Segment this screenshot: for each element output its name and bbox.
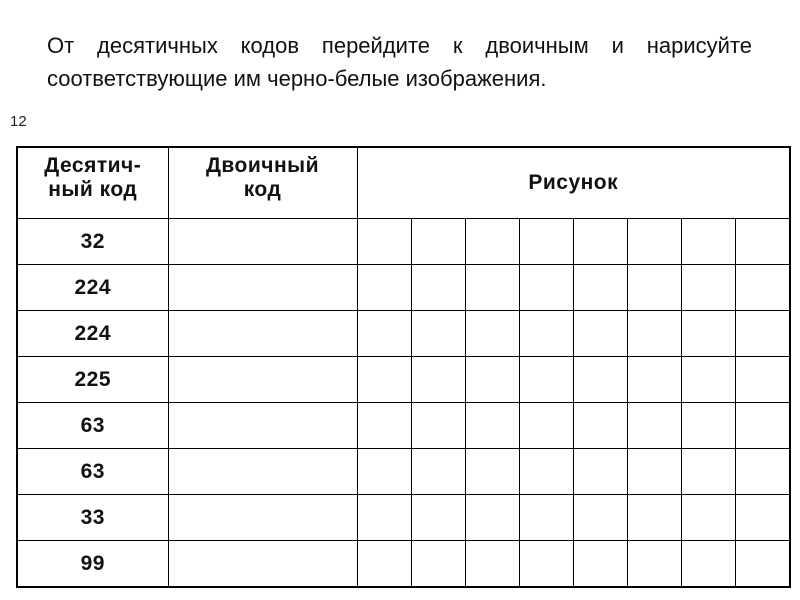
picture-pixel-cell[interactable] — [357, 495, 411, 541]
picture-pixel-cell[interactable] — [411, 495, 465, 541]
binary-code-cell[interactable] — [168, 541, 357, 588]
picture-pixel-cell[interactable] — [735, 357, 790, 403]
picture-pixel-cell[interactable] — [681, 495, 735, 541]
picture-header: Рисунок — [357, 147, 790, 219]
picture-pixel-cell[interactable] — [681, 219, 735, 265]
picture-pixel-cell[interactable] — [411, 357, 465, 403]
picture-pixel-cell[interactable] — [573, 219, 627, 265]
picture-pixel-cell[interactable] — [735, 265, 790, 311]
picture-pixel-cell[interactable] — [519, 449, 573, 495]
decimal-code-cell: 224 — [17, 265, 168, 311]
picture-pixel-cell[interactable] — [735, 449, 790, 495]
picture-pixel-cell[interactable] — [465, 219, 519, 265]
picture-pixel-cell[interactable] — [735, 311, 790, 357]
picture-pixel-cell[interactable] — [681, 265, 735, 311]
table-row — [17, 541, 790, 588]
table-row — [17, 495, 790, 541]
picture-pixel-cell[interactable] — [411, 541, 465, 588]
picture-pixel-cell[interactable] — [465, 403, 519, 449]
binary-code-cell[interactable] — [168, 449, 357, 495]
binary-header-line1: Двоичный — [205, 154, 320, 177]
picture-pixel-cell[interactable] — [519, 311, 573, 357]
picture-pixel-cell[interactable] — [573, 265, 627, 311]
picture-pixel-cell[interactable] — [357, 265, 411, 311]
picture-pixel-cell[interactable] — [573, 541, 627, 588]
picture-pixel-cell[interactable] — [411, 449, 465, 495]
binary-code-cell[interactable] — [168, 311, 357, 357]
picture-pixel-cell[interactable] — [627, 403, 681, 449]
picture-pixel-cell[interactable] — [411, 265, 465, 311]
table-row — [17, 403, 790, 449]
table-row — [17, 219, 790, 265]
table-row — [17, 311, 790, 357]
picture-pixel-cell[interactable] — [735, 403, 790, 449]
picture-pixel-cell[interactable] — [519, 403, 573, 449]
decimal-code-cell: 99 — [17, 541, 168, 588]
picture-pixel-cell[interactable] — [573, 403, 627, 449]
binary-header-line2: код — [243, 178, 282, 201]
decimal-code-header — [17, 147, 168, 219]
picture-pixel-cell[interactable] — [519, 541, 573, 588]
picture-pixel-cell[interactable] — [627, 357, 681, 403]
picture-pixel-cell[interactable] — [573, 449, 627, 495]
picture-pixel-cell[interactable] — [465, 265, 519, 311]
picture-pixel-cell[interactable] — [627, 265, 681, 311]
decimal-code-cell: 32 — [17, 219, 168, 265]
picture-pixel-cell[interactable] — [357, 311, 411, 357]
picture-pixel-cell[interactable] — [573, 495, 627, 541]
table-row — [17, 265, 790, 311]
binary-code-cell[interactable] — [168, 495, 357, 541]
binary-code-cell[interactable] — [168, 265, 357, 311]
table-header-row — [17, 147, 790, 219]
picture-pixel-cell[interactable] — [465, 495, 519, 541]
picture-pixel-cell[interactable] — [573, 357, 627, 403]
picture-pixel-cell[interactable] — [681, 311, 735, 357]
picture-pixel-cell[interactable] — [519, 495, 573, 541]
conversion-table — [16, 146, 791, 588]
picture-pixel-cell[interactable] — [465, 541, 519, 588]
binary-code-cell[interactable] — [168, 403, 357, 449]
picture-pixel-cell[interactable] — [681, 541, 735, 588]
picture-pixel-cell[interactable] — [465, 357, 519, 403]
picture-pixel-cell[interactable] — [735, 219, 790, 265]
picture-pixel-cell[interactable] — [519, 357, 573, 403]
picture-pixel-cell[interactable] — [627, 219, 681, 265]
decimal-header-line2: ный код — [48, 178, 138, 201]
picture-pixel-cell[interactable] — [357, 541, 411, 588]
picture-pixel-cell[interactable] — [681, 449, 735, 495]
task-instruction: От десятичных кодов перейдите к двоичным и нарисуйте соответствующие им черно-белые изображения. — [47, 33, 752, 91]
picture-pixel-cell[interactable] — [627, 541, 681, 588]
table-row — [17, 449, 790, 495]
picture-pixel-cell[interactable] — [411, 403, 465, 449]
picture-pixel-cell[interactable] — [465, 311, 519, 357]
picture-pixel-cell[interactable] — [627, 449, 681, 495]
picture-pixel-cell[interactable] — [735, 541, 790, 588]
table-row — [17, 357, 790, 403]
picture-pixel-cell[interactable] — [681, 357, 735, 403]
picture-pixel-cell[interactable] — [357, 357, 411, 403]
decimal-code-cell: 33 — [17, 495, 168, 541]
picture-pixel-cell[interactable] — [627, 495, 681, 541]
decimal-code-cell: 63 — [17, 449, 168, 495]
picture-pixel-cell[interactable] — [735, 495, 790, 541]
decimal-code-cell: 224 — [17, 311, 168, 357]
binary-code-header — [168, 147, 357, 219]
binary-code-cell[interactable] — [168, 357, 357, 403]
picture-pixel-cell[interactable] — [357, 449, 411, 495]
picture-pixel-cell[interactable] — [573, 311, 627, 357]
picture-pixel-cell[interactable] — [519, 265, 573, 311]
task-number: 12 — [10, 113, 27, 130]
picture-pixel-cell[interactable] — [357, 403, 411, 449]
decimal-code-cell: 225 — [17, 357, 168, 403]
decimal-header-line1: Десятич- — [44, 154, 142, 177]
picture-pixel-cell[interactable] — [411, 219, 465, 265]
picture-pixel-cell[interactable] — [681, 403, 735, 449]
picture-pixel-cell[interactable] — [357, 219, 411, 265]
picture-pixel-cell[interactable] — [519, 219, 573, 265]
picture-pixel-cell[interactable] — [465, 449, 519, 495]
picture-pixel-cell[interactable] — [627, 311, 681, 357]
decimal-code-cell: 63 — [17, 403, 168, 449]
picture-pixel-cell[interactable] — [411, 311, 465, 357]
binary-code-cell[interactable] — [168, 219, 357, 265]
